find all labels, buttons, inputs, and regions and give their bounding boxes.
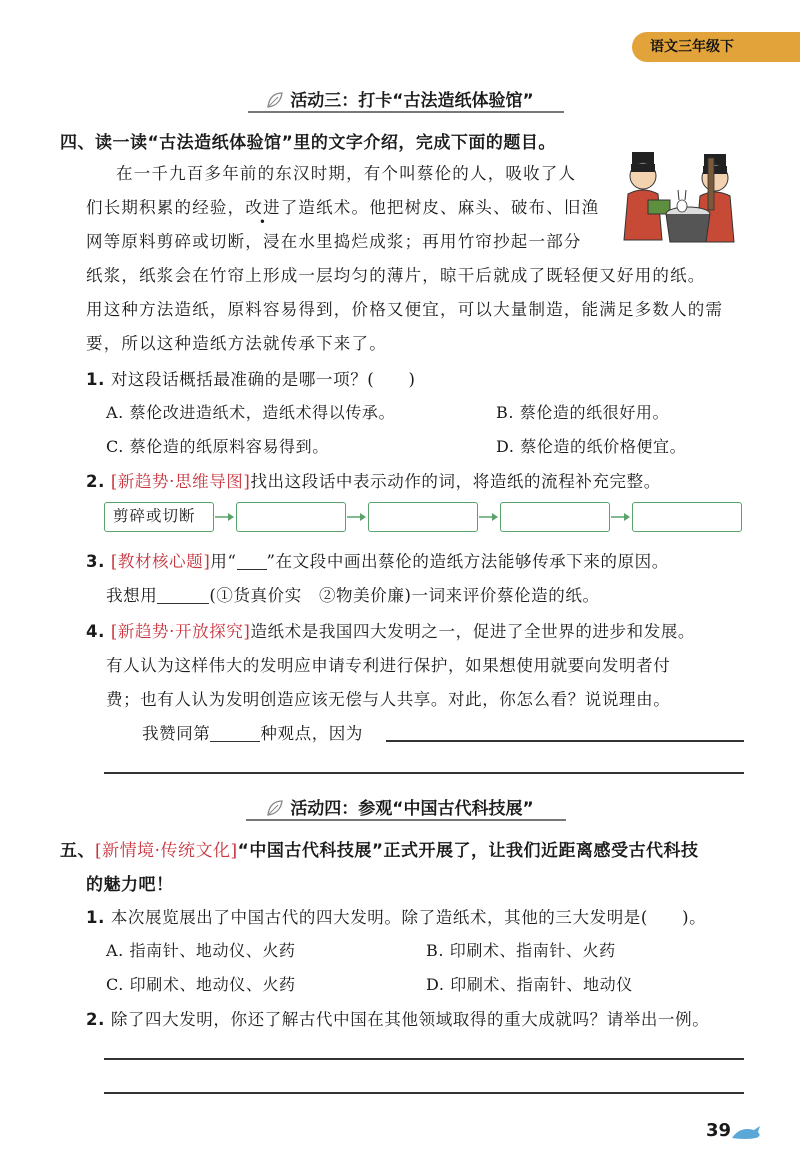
- flow-arrow-icon: [478, 510, 500, 524]
- s5-q1-option-d[interactable]: D. 印刷术、指南针、地动仪: [426, 975, 633, 994]
- activity3-heading: [0, 86, 800, 111]
- grade-tab: 语文三年级下: [632, 32, 800, 62]
- activity4-underline: [246, 819, 566, 821]
- passage-line-1: 在一千九百多年前的东汉时期，有个叫蔡伦的人，吸收了人: [116, 164, 577, 183]
- emphasis-word: 改进: [245, 198, 281, 217]
- passage-line-3: 网等原料剪碎或切断，浸在水里捣烂成浆；再用竹帘抄起一部分: [86, 232, 582, 251]
- tag-mindmap: [新趋势·思维导图]: [110, 472, 251, 491]
- s5-q1-option-a[interactable]: A. 指南针、地动仪、火药: [106, 941, 296, 960]
- s4-q1-option-b[interactable]: B. 蔡伦造的纸很好用。: [496, 403, 670, 422]
- page-number: 39: [706, 1120, 732, 1141]
- flow-step-3-input[interactable]: [368, 502, 478, 532]
- activity4-heading: [0, 794, 800, 819]
- answer-line-4[interactable]: [104, 1092, 744, 1094]
- s4-q4-answer: 我赞同第 种观点，因为: [142, 724, 364, 743]
- s4-q1: 1. 对这段话概括最准确的是哪一项？( ): [86, 370, 416, 389]
- answer-line-3[interactable]: [104, 1058, 744, 1060]
- s4-q4-line3: 费；也有人认为发明创造应该无偿与人共享。对此，你怎么看？说说理由。: [106, 690, 671, 709]
- activity3-title: 活动三：打卡“古法造纸体验馆”: [290, 91, 534, 111]
- passage-line-5: 用这种方法造纸，原料容易得到，价格又便宜，可以大量制造，能满足多数人的需: [86, 300, 724, 319]
- section5-title: 五、[新情境·传统文化]“中国古代科技展”正式开展了，让我们近距离感受古代科技: [60, 841, 699, 861]
- papermaking-illustration: [622, 152, 740, 248]
- s4-q1-option-a[interactable]: A. 蔡伦改进造纸术，造纸术得以传承。: [106, 403, 396, 422]
- s4-q4: 4. [新趋势·开放探究]造纸术是我国四大发明之一，促进了全世界的进步和发展。: [86, 622, 696, 641]
- section5-title-line2: 的魅力吧！: [86, 875, 174, 895]
- flow-step-4-input[interactable]: [500, 502, 610, 532]
- flow-arrow-icon: [346, 510, 368, 524]
- viewpoint-blank[interactable]: [210, 724, 260, 742]
- passage-line-6: 要，所以这种造纸方法就传承下来了。: [86, 334, 387, 353]
- activity4-title: 活动四：参观“中国古代科技展”: [290, 799, 534, 819]
- s4-q3: 3. [教材核心题]用“ ”在文段中画出蔡伦的造纸方法能够传承下来的原因。: [86, 552, 669, 571]
- tag-culture: [新情境·传统文化]: [95, 841, 238, 861]
- passage-line-2: 们长期积累的经验，改进了造纸术。他把树皮、麻头、破布、旧渔: [86, 198, 600, 217]
- tag-open: [新趋势·开放探究]: [110, 622, 251, 641]
- activity3-underline: [248, 111, 564, 113]
- flow-arrow-icon: [610, 510, 632, 524]
- flow-arrow-icon: [214, 510, 236, 524]
- answer-line-1[interactable]: [386, 740, 744, 742]
- s4-q3-line2: 我想用 (①货真价实 ②物美价廉)一词来评价蔡伦造的纸。: [106, 586, 600, 605]
- passage-line-4: 纸浆，纸浆会在竹帘上形成一层均匀的薄片，晾干后就成了既轻便又好用的纸。: [86, 266, 706, 285]
- leaf-icon: [266, 91, 284, 109]
- s5-q1: 1. 本次展览展出了中国古代的四大发明。除了造纸术，其他的三大发明是( )。: [86, 908, 707, 927]
- s4-q1-option-c[interactable]: C. 蔡伦造的纸原料容易得到。: [106, 437, 329, 456]
- tag-core: [教材核心题]: [110, 552, 211, 571]
- flow-step-5-input[interactable]: [632, 502, 742, 532]
- leaf-icon: [266, 799, 284, 817]
- s5-q1-option-b[interactable]: B. 印刷术、指南针、火药: [426, 941, 616, 960]
- s4-q1-option-d[interactable]: D. 蔡伦造的纸价格便宜。: [496, 437, 687, 456]
- dolphin-icon: [730, 1124, 764, 1142]
- s4-q4-line2: 有人认为这样伟大的发明应申请专利进行保护，如果想使用就要向发明者付: [106, 656, 671, 675]
- s5-q1-option-c[interactable]: C. 印刷术、地动仪、火药: [106, 975, 296, 994]
- underline-mark-blank: [237, 552, 267, 570]
- flow-step-2-input[interactable]: [236, 502, 346, 532]
- section4-title: 四、读一读“古法造纸体验馆”里的文字介绍，完成下面的题目。: [60, 133, 556, 153]
- answer-line-2[interactable]: [104, 772, 744, 774]
- flow-step-1: 剪碎或切断: [104, 502, 214, 532]
- s4-q2: 2. [新趋势·思维导图]找出这段话中表示动作的词，将造纸的流程补充完整。: [86, 472, 661, 491]
- s5-q2: 2. 除了四大发明，你还了解古代中国在其他领域取得的重大成就吗？请举出一例。: [86, 1010, 710, 1029]
- word-choice-blank[interactable]: [157, 586, 209, 604]
